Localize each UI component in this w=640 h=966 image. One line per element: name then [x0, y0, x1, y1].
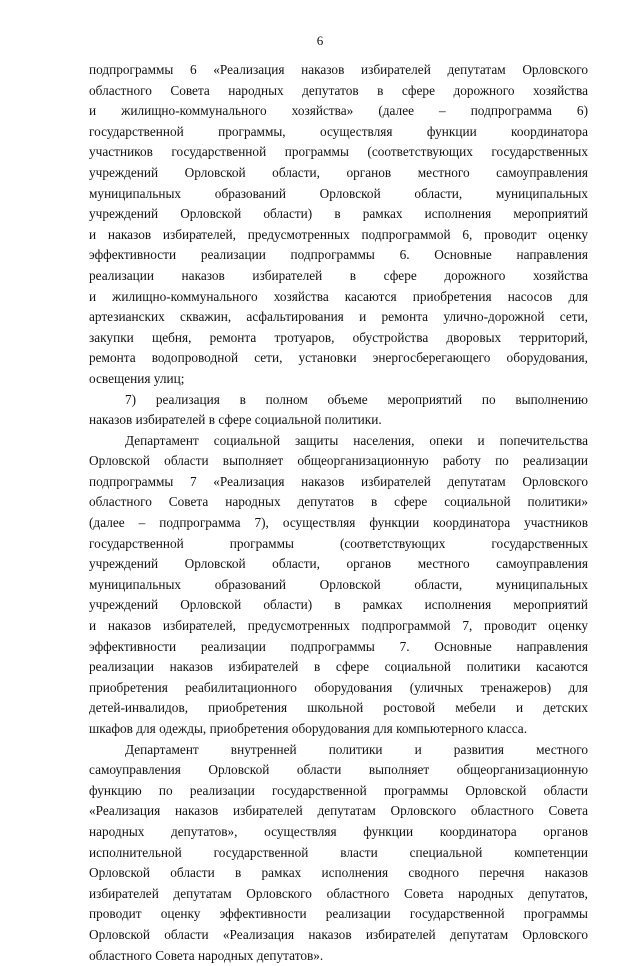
text-line: функцию по реализации государственной программы Орловской области — [89, 782, 588, 798]
text-line: муниципальных образований Орловской области, муниципальных — [89, 576, 588, 592]
text-line: 7) реализация в полном объеме мероприятий по выполнению — [125, 391, 588, 407]
text-line: учреждений Орловской области, органов местного самоуправления — [89, 164, 588, 180]
text-line: и наказов избирателей, предусмотренных подпрограммой 7, проводит оценку — [89, 618, 588, 634]
text-line: избирателей депутатам Орловского областного Совета народных депутатов, — [89, 885, 588, 901]
text-line: артезианских скважин, асфальтирования и ремонта улично-дорожной сети, — [89, 309, 588, 325]
text-line: областного Совета народных депутатов». — [89, 947, 324, 963]
text-line: муниципальных образований Орловской области, муниципальных — [89, 185, 588, 201]
page-number: 6 — [316, 33, 324, 48]
text-line: учреждений Орловской области) в рамках исполнения мероприятий — [89, 206, 588, 222]
text-line: реализации наказов избирателей в сфере социальной политики касаются — [89, 659, 588, 675]
text-line: и жилищно-коммунального хозяйства» (далее – подпрограмма 6) — [89, 103, 588, 119]
text-line: учреждений Орловской области) в рамках исполнения мероприятий — [89, 597, 588, 613]
text-line: подпрограммы 6 «Реализация наказов избирателей депутатам Орловского — [89, 62, 588, 77]
text-line: (далее – подпрограмма 7), осуществляя функции координатора участников — [89, 515, 588, 531]
text-line: шкафов для одежды, приобретения оборудования для компьютерного класса. — [89, 721, 528, 736]
text-line: государственной программы, осуществляя функции координатора — [89, 123, 588, 139]
text-line: Орловской области выполняет общеорганизационную работу по реализации — [89, 453, 588, 469]
text-line: освещения улиц; — [89, 370, 185, 386]
text-line: областного Совета народных депутатов в сфере дорожного хозяйства — [89, 82, 588, 98]
text-line: Орловской области «Реализация наказов избирателей депутатам Орловского — [89, 926, 588, 942]
text-line: Орловской области в рамках исполнения сводного перечня наказов — [89, 865, 588, 881]
text-line: государственной программы (соответствующих государственных — [89, 535, 588, 551]
text-line: подпрограммы 7 «Реализация наказов избирателей депутатам Орловского — [89, 473, 588, 489]
text-line: самоуправления Орловской области выполняет общеорганизационную — [89, 762, 588, 778]
text-line: приобретения реабилитационного оборудования (уличных тренажеров) для — [89, 679, 588, 695]
text-line: эффективности реализации подпрограммы 7. Основные направления — [89, 638, 588, 654]
text-line: учреждений Орловской области, органов местного самоуправления — [89, 556, 588, 572]
text-line: ремонта водопроводной сети, установки энергосберегающего оборудования, — [89, 350, 588, 366]
text-line: «Реализация наказов избирателей депутатам Орловского областного Совета — [89, 803, 588, 819]
text-line: проводит оценку эффективности реализации государственной программы — [89, 906, 588, 922]
text-line: исполнительной государственной власти специальной компетенции — [89, 844, 588, 860]
text-line: наказов избирателей в сфере социальной политики. — [89, 412, 382, 428]
text-line: участников государственной программы (соответствующих государственных — [89, 144, 588, 160]
text-line: Департамент социальной защиты населения, опеки и попечительства — [125, 432, 588, 448]
text-line: Департамент внутренней политики и развития местного — [125, 741, 588, 757]
text-line: и жилищно-коммунального хозяйства касаются приобретения насосов для — [89, 288, 588, 304]
text-line: закупки щебня, ремонта тротуаров, обустройства дворовых территорий, — [89, 329, 588, 345]
text-line: эффективности реализации подпрограммы 6. Основные направления — [89, 247, 588, 263]
text-line: областного Совета народных депутатов в сфере социальной политики» — [89, 494, 588, 510]
text-line: детей-инвалидов, приобретения школьной ростовой мебели и детских — [89, 700, 588, 716]
text-line: народных депутатов», осуществляя функции координатора органов — [89, 823, 588, 839]
text-line: и наказов избирателей, предусмотренных подпрограммой 6, проводит оценку — [89, 226, 588, 242]
text-line: реализации наказов избирателей в сфере дорожного хозяйства — [89, 267, 588, 283]
document-body-text — [89, 60, 588, 966]
